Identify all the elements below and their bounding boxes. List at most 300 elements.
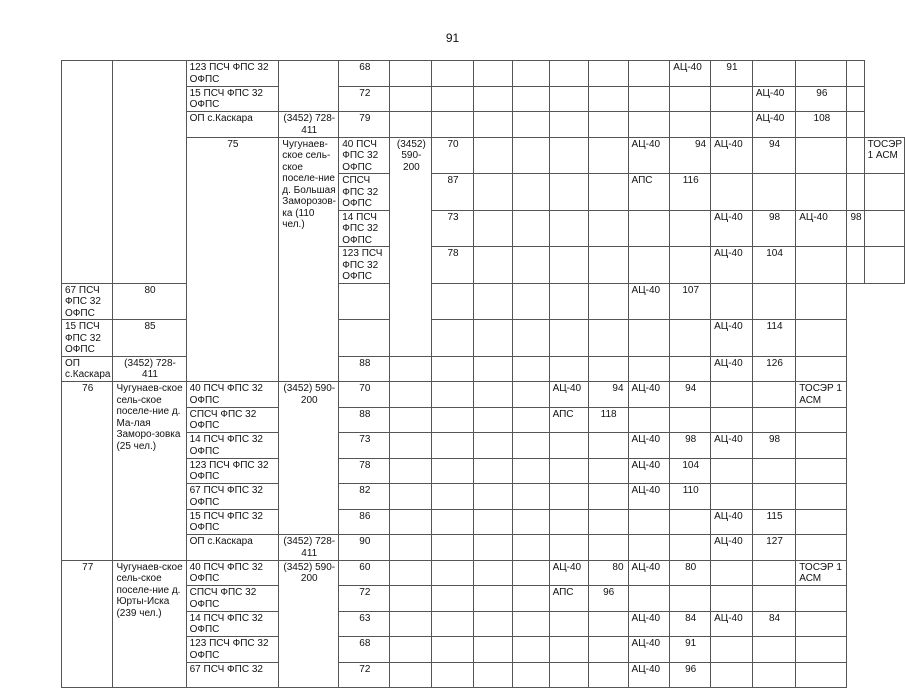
table-cell xyxy=(513,407,550,433)
table-cell: 126 xyxy=(752,356,795,382)
table-cell: 40 ПСЧ ФПС 32 ОФПС xyxy=(186,382,279,408)
table-cell: 67 ПСЧ ФПС 32 ОФПС xyxy=(62,283,113,320)
table-cell xyxy=(588,458,628,484)
table-cell xyxy=(670,407,711,433)
table-cell xyxy=(473,356,512,382)
table-cell xyxy=(588,86,628,112)
table-cell: 123 ПСЧ ФПС 32 ОФПС xyxy=(339,247,390,284)
table-cell: 15 ПСЧ ФПС 32 ОФПС xyxy=(62,320,113,357)
table-cell xyxy=(432,61,474,87)
table-cell xyxy=(549,662,588,688)
table-cell: (3452) 728-411 xyxy=(113,356,186,382)
table-cell xyxy=(390,407,432,433)
table-cell xyxy=(752,560,795,586)
table-cell: АЦ-40 xyxy=(711,433,753,459)
table-cell: (3452) 728-411 xyxy=(279,112,339,138)
table-cell: 104 xyxy=(670,458,711,484)
table-cell xyxy=(513,112,550,138)
table-cell: 91 xyxy=(670,637,711,663)
table-cell: 88 xyxy=(339,356,390,382)
table-cell xyxy=(473,535,512,561)
table-cell xyxy=(711,586,753,612)
table-cell xyxy=(628,586,670,612)
table-cell xyxy=(628,407,670,433)
table-cell xyxy=(473,137,512,174)
table-cell: 79 xyxy=(339,112,390,138)
table-cell xyxy=(513,86,550,112)
table-cell: 73 xyxy=(432,210,474,247)
table-cell: 40 ПСЧ ФПС 32 ОФПС xyxy=(339,137,390,174)
table-cell xyxy=(390,611,432,637)
table-cell xyxy=(588,61,628,87)
table-cell xyxy=(588,210,628,247)
table-cell: 123 ПСЧ ФПС 32 ОФПС xyxy=(186,61,279,87)
table-cell xyxy=(473,560,512,586)
table-cell xyxy=(432,433,474,459)
table-cell: 70 xyxy=(432,137,474,174)
table-cell: (3452) 590-200 xyxy=(279,560,339,688)
table-cell xyxy=(432,586,474,612)
table-cell: 60 xyxy=(339,560,390,586)
table-cell: 96 xyxy=(796,86,847,112)
table-cell xyxy=(549,174,588,211)
table-cell xyxy=(432,662,474,688)
table-cell xyxy=(473,586,512,612)
table-cell: ТОСЭР 1 АСМ xyxy=(796,560,847,586)
table-cell xyxy=(752,484,795,510)
table-row xyxy=(62,637,905,663)
table-cell xyxy=(473,611,512,637)
table-cell xyxy=(796,137,847,174)
table-cell: ОП с.Каскара xyxy=(186,112,279,138)
table-cell xyxy=(588,137,628,174)
table-cell xyxy=(588,484,628,510)
table-cell: 14 ПСЧ ФПС 32 ОФПС xyxy=(339,210,390,247)
table-cell xyxy=(473,484,512,510)
table-row xyxy=(62,509,905,535)
table-cell xyxy=(62,61,113,284)
table-cell xyxy=(711,458,753,484)
table-cell xyxy=(473,86,512,112)
table-cell xyxy=(864,174,904,211)
table-cell: АЦ-40 xyxy=(628,137,670,174)
table-cell xyxy=(711,382,753,408)
table-cell xyxy=(549,433,588,459)
table-cell xyxy=(549,535,588,561)
table-cell xyxy=(432,407,474,433)
table-cell xyxy=(847,137,864,174)
table-cell xyxy=(390,433,432,459)
table-cell xyxy=(513,611,550,637)
table-cell: 14 ПСЧ ФПС 32 ОФПС xyxy=(186,433,279,459)
table-cell: АЦ-40 xyxy=(752,86,795,112)
table-cell: 76 xyxy=(62,382,113,561)
table-cell xyxy=(390,662,432,688)
table-cell xyxy=(549,210,588,247)
table-cell xyxy=(390,509,432,535)
table-cell xyxy=(513,174,550,211)
table-cell xyxy=(588,637,628,663)
table-cell xyxy=(549,320,588,357)
table-cell xyxy=(549,458,588,484)
table-cell: 96 xyxy=(670,662,711,688)
table-row xyxy=(62,586,905,612)
table-cell xyxy=(796,535,847,561)
table-cell xyxy=(513,382,550,408)
table-cell xyxy=(473,407,512,433)
table-cell xyxy=(752,174,795,211)
table-cell: 15 ПСЧ ФПС 32 ОФПС xyxy=(186,86,279,112)
table-cell: АЦ-40 xyxy=(549,560,588,586)
table-body xyxy=(62,61,905,688)
table-cell xyxy=(513,586,550,612)
table-cell: 77 xyxy=(62,560,113,688)
table-cell xyxy=(390,86,432,112)
table-cell: (3452) 728-411 xyxy=(279,535,339,561)
table-cell: Чугунаев-ское сель-ское поселе-ние д. Юрты-Иска (239 чел.) xyxy=(113,560,186,688)
table-cell: АЦ-40 xyxy=(796,210,847,247)
table-cell xyxy=(513,320,550,357)
table-cell xyxy=(473,247,512,284)
table-cell: 114 xyxy=(752,320,795,357)
table-cell xyxy=(549,484,588,510)
table-cell xyxy=(549,86,588,112)
table-row xyxy=(62,86,905,112)
table-cell: СПСЧ ФПС 32 ОФПС xyxy=(186,586,279,612)
table-cell: АЦ-40 xyxy=(711,535,753,561)
table-cell xyxy=(432,458,474,484)
table-cell xyxy=(473,174,512,211)
table-cell xyxy=(796,247,847,284)
table-cell xyxy=(847,86,864,112)
table-cell xyxy=(588,433,628,459)
table-cell xyxy=(390,586,432,612)
table-cell xyxy=(473,283,512,320)
table-cell: 94 xyxy=(670,382,711,408)
table-cell xyxy=(796,637,847,663)
table-cell: 80 xyxy=(670,560,711,586)
table-cell: 78 xyxy=(432,247,474,284)
table-cell xyxy=(513,137,550,174)
table-row xyxy=(62,112,905,138)
table-cell: 68 xyxy=(339,637,390,663)
table-cell xyxy=(549,137,588,174)
table-cell xyxy=(628,61,670,87)
table-cell xyxy=(752,382,795,408)
table-cell xyxy=(549,61,588,87)
table-cell xyxy=(549,637,588,663)
table-cell xyxy=(711,407,753,433)
table-cell xyxy=(752,458,795,484)
table-cell xyxy=(796,407,847,433)
table-cell: 40 ПСЧ ФПС 32 ОФПС xyxy=(186,560,279,586)
table-cell xyxy=(513,356,550,382)
table-cell xyxy=(513,509,550,535)
page-number: 91 xyxy=(445,31,460,45)
table-cell xyxy=(588,320,628,357)
table-cell xyxy=(752,637,795,663)
table-cell xyxy=(432,484,474,510)
table-cell: 127 xyxy=(752,535,795,561)
table-cell: СПСЧ ФПС 32 ОФПС xyxy=(339,174,390,211)
table-cell: Чугунаев-ское сель-ское поселе-ние д. Ма-лая Заморо-зовка (25 чел.) xyxy=(113,382,186,561)
table-row xyxy=(62,433,905,459)
table-cell: 108 xyxy=(796,112,847,138)
table-cell: АЦ-40 xyxy=(711,137,753,174)
table-cell: 96 xyxy=(588,586,628,612)
table-cell xyxy=(390,637,432,663)
table-cell xyxy=(796,61,847,87)
table-cell: АЦ-40 xyxy=(670,61,711,87)
table-cell xyxy=(588,283,628,320)
table-cell xyxy=(432,283,474,320)
table-cell xyxy=(432,382,474,408)
table-cell: 98 xyxy=(847,210,864,247)
table-cell: АЦ-40 xyxy=(628,382,670,408)
table-cell xyxy=(339,320,390,357)
table-cell xyxy=(513,247,550,284)
table-cell xyxy=(390,382,432,408)
table-cell xyxy=(628,509,670,535)
table-cell xyxy=(711,86,753,112)
table-cell xyxy=(711,112,753,138)
table-cell: 63 xyxy=(339,611,390,637)
table-cell: 84 xyxy=(670,611,711,637)
table-cell xyxy=(390,560,432,586)
table-cell: 116 xyxy=(670,174,711,211)
table-cell xyxy=(549,611,588,637)
table-row xyxy=(62,484,905,510)
table-cell xyxy=(473,320,512,357)
table-cell xyxy=(432,112,474,138)
table-cell xyxy=(752,662,795,688)
table-cell: 80 xyxy=(113,283,186,320)
table-cell xyxy=(796,662,847,688)
table-cell xyxy=(628,535,670,561)
table-cell xyxy=(711,484,753,510)
table-cell xyxy=(670,210,711,247)
fire-response-table xyxy=(61,60,905,688)
table-cell xyxy=(513,61,550,87)
table-cell: 15 ПСЧ ФПС 32 ОФПС xyxy=(186,509,279,535)
table-cell xyxy=(847,112,864,138)
table-cell xyxy=(796,586,847,612)
table-cell xyxy=(847,247,864,284)
table-cell xyxy=(670,356,711,382)
table-cell xyxy=(628,247,670,284)
table-cell: 72 xyxy=(339,586,390,612)
table-cell: (3452) 590-200 xyxy=(390,137,432,356)
table-cell xyxy=(473,433,512,459)
table-cell: АПС xyxy=(628,174,670,211)
table-cell: 82 xyxy=(339,484,390,510)
table-cell: 70 xyxy=(339,382,390,408)
table-cell xyxy=(473,61,512,87)
table-cell: 94 xyxy=(752,137,795,174)
table-cell: 115 xyxy=(752,509,795,535)
table-cell xyxy=(549,247,588,284)
table-cell xyxy=(588,174,628,211)
table-cell: 91 xyxy=(711,61,753,87)
table-cell xyxy=(473,509,512,535)
table-cell: 118 xyxy=(588,407,628,433)
table-cell xyxy=(473,458,512,484)
table-cell: АЦ-40 xyxy=(549,382,588,408)
table-cell: 98 xyxy=(752,210,795,247)
table-cell xyxy=(711,283,753,320)
table-cell xyxy=(513,283,550,320)
table-row xyxy=(62,662,905,688)
table-row xyxy=(62,535,905,561)
table-cell xyxy=(473,112,512,138)
table-cell xyxy=(796,283,847,320)
table-cell: 73 xyxy=(339,433,390,459)
table-row xyxy=(62,137,905,174)
table-cell xyxy=(432,611,474,637)
table-cell: АЦ-40 xyxy=(711,210,753,247)
table-cell xyxy=(752,407,795,433)
table-cell xyxy=(390,458,432,484)
table-cell xyxy=(588,509,628,535)
table-cell: 94 xyxy=(670,137,711,174)
table-cell: 78 xyxy=(339,458,390,484)
table-cell xyxy=(588,356,628,382)
table-cell xyxy=(390,484,432,510)
table-cell xyxy=(628,320,670,357)
table-cell: АЦ-40 xyxy=(628,662,670,688)
table-cell xyxy=(711,662,753,688)
table-cell xyxy=(670,509,711,535)
table-cell xyxy=(473,210,512,247)
table-cell: (3452) 590-200 xyxy=(279,382,339,535)
table-cell xyxy=(752,283,795,320)
table-cell: 67 ПСЧ ФПС 32 xyxy=(186,662,279,688)
table-cell xyxy=(279,61,339,112)
table-row xyxy=(62,61,905,87)
table-cell: 90 xyxy=(339,535,390,561)
table-cell xyxy=(390,112,432,138)
table-cell xyxy=(628,356,670,382)
table-cell xyxy=(513,433,550,459)
table-cell xyxy=(473,637,512,663)
table-row xyxy=(62,458,905,484)
table-cell xyxy=(549,112,588,138)
table-cell xyxy=(796,509,847,535)
table-cell xyxy=(670,247,711,284)
table-cell xyxy=(549,509,588,535)
table-cell xyxy=(390,356,432,382)
table-cell xyxy=(711,637,753,663)
table-cell xyxy=(513,637,550,663)
table-cell: ОП с.Каскара xyxy=(186,535,279,561)
table-cell: 80 xyxy=(588,560,628,586)
table-cell: 86 xyxy=(339,509,390,535)
table-cell: 84 xyxy=(752,611,795,637)
table-cell xyxy=(670,320,711,357)
table-cell: 14 ПСЧ ФПС 32 ОФПС xyxy=(186,611,279,637)
table-cell xyxy=(796,484,847,510)
table-cell xyxy=(711,174,753,211)
table-cell: 104 xyxy=(752,247,795,284)
table-cell: АПС xyxy=(549,586,588,612)
table-cell xyxy=(513,210,550,247)
table-cell xyxy=(588,611,628,637)
table-cell xyxy=(549,283,588,320)
table-cell: 85 xyxy=(113,320,186,357)
table-cell: Чугунаев-ское сель-ское поселе-ние д. Большая Заморозов-ка (110 чел.) xyxy=(279,137,339,382)
table-cell: АЦ-40 xyxy=(711,320,753,357)
table-cell: АЦ-40 xyxy=(628,637,670,663)
table-row xyxy=(62,382,905,408)
table-cell xyxy=(796,611,847,637)
table-cell: 94 xyxy=(588,382,628,408)
table-cell xyxy=(513,458,550,484)
table-cell xyxy=(711,560,753,586)
table-cell xyxy=(432,637,474,663)
table-cell: 123 ПСЧ ФПС 32 ОФПС xyxy=(186,458,279,484)
table-cell: 123 ПСЧ ФПС 32 ОФПС xyxy=(186,637,279,663)
table-cell: ТОСЭР 1 АСМ xyxy=(796,382,847,408)
table-cell: 107 xyxy=(670,283,711,320)
table-cell: АЦ-40 xyxy=(711,356,753,382)
table-cell xyxy=(796,356,847,382)
table-cell: АЦ-40 xyxy=(628,560,670,586)
table-cell: ОП с.Каскара xyxy=(62,356,113,382)
table-cell: 68 xyxy=(339,61,390,87)
table-cell: 67 ПСЧ ФПС 32 ОФПС xyxy=(186,484,279,510)
table-cell xyxy=(513,560,550,586)
table-cell xyxy=(432,320,474,357)
table-cell xyxy=(513,535,550,561)
table-cell xyxy=(432,356,474,382)
table-cell: 72 xyxy=(339,86,390,112)
table-cell xyxy=(628,112,670,138)
table-cell xyxy=(628,210,670,247)
table-cell: ТОСЭР 1 АСМ xyxy=(864,137,904,174)
table-cell xyxy=(796,174,847,211)
table-cell xyxy=(752,61,795,87)
table-cell xyxy=(670,586,711,612)
table-cell xyxy=(390,61,432,87)
table-cell xyxy=(864,210,904,247)
table-cell xyxy=(588,662,628,688)
table-cell xyxy=(847,61,864,87)
table-cell xyxy=(796,458,847,484)
table-cell: АЦ-40 xyxy=(628,611,670,637)
table-cell: АЦ-40 xyxy=(628,484,670,510)
table-cell: 98 xyxy=(752,433,795,459)
table-cell: АЦ-40 xyxy=(711,509,753,535)
table-cell xyxy=(752,586,795,612)
table-cell xyxy=(588,112,628,138)
table-cell xyxy=(390,535,432,561)
table-cell xyxy=(113,61,186,284)
table-cell xyxy=(670,86,711,112)
table-cell xyxy=(513,484,550,510)
table-cell xyxy=(588,535,628,561)
table-cell xyxy=(864,247,904,284)
table-cell xyxy=(432,509,474,535)
table-row xyxy=(62,407,905,433)
table-cell xyxy=(432,535,474,561)
table-cell xyxy=(847,174,864,211)
table-cell: 110 xyxy=(670,484,711,510)
table-cell xyxy=(670,112,711,138)
table-cell: 72 xyxy=(339,662,390,688)
table-cell: АЦ-40 xyxy=(711,611,753,637)
table-cell: АЦ-40 xyxy=(628,458,670,484)
table-cell: АЦ-40 xyxy=(628,283,670,320)
